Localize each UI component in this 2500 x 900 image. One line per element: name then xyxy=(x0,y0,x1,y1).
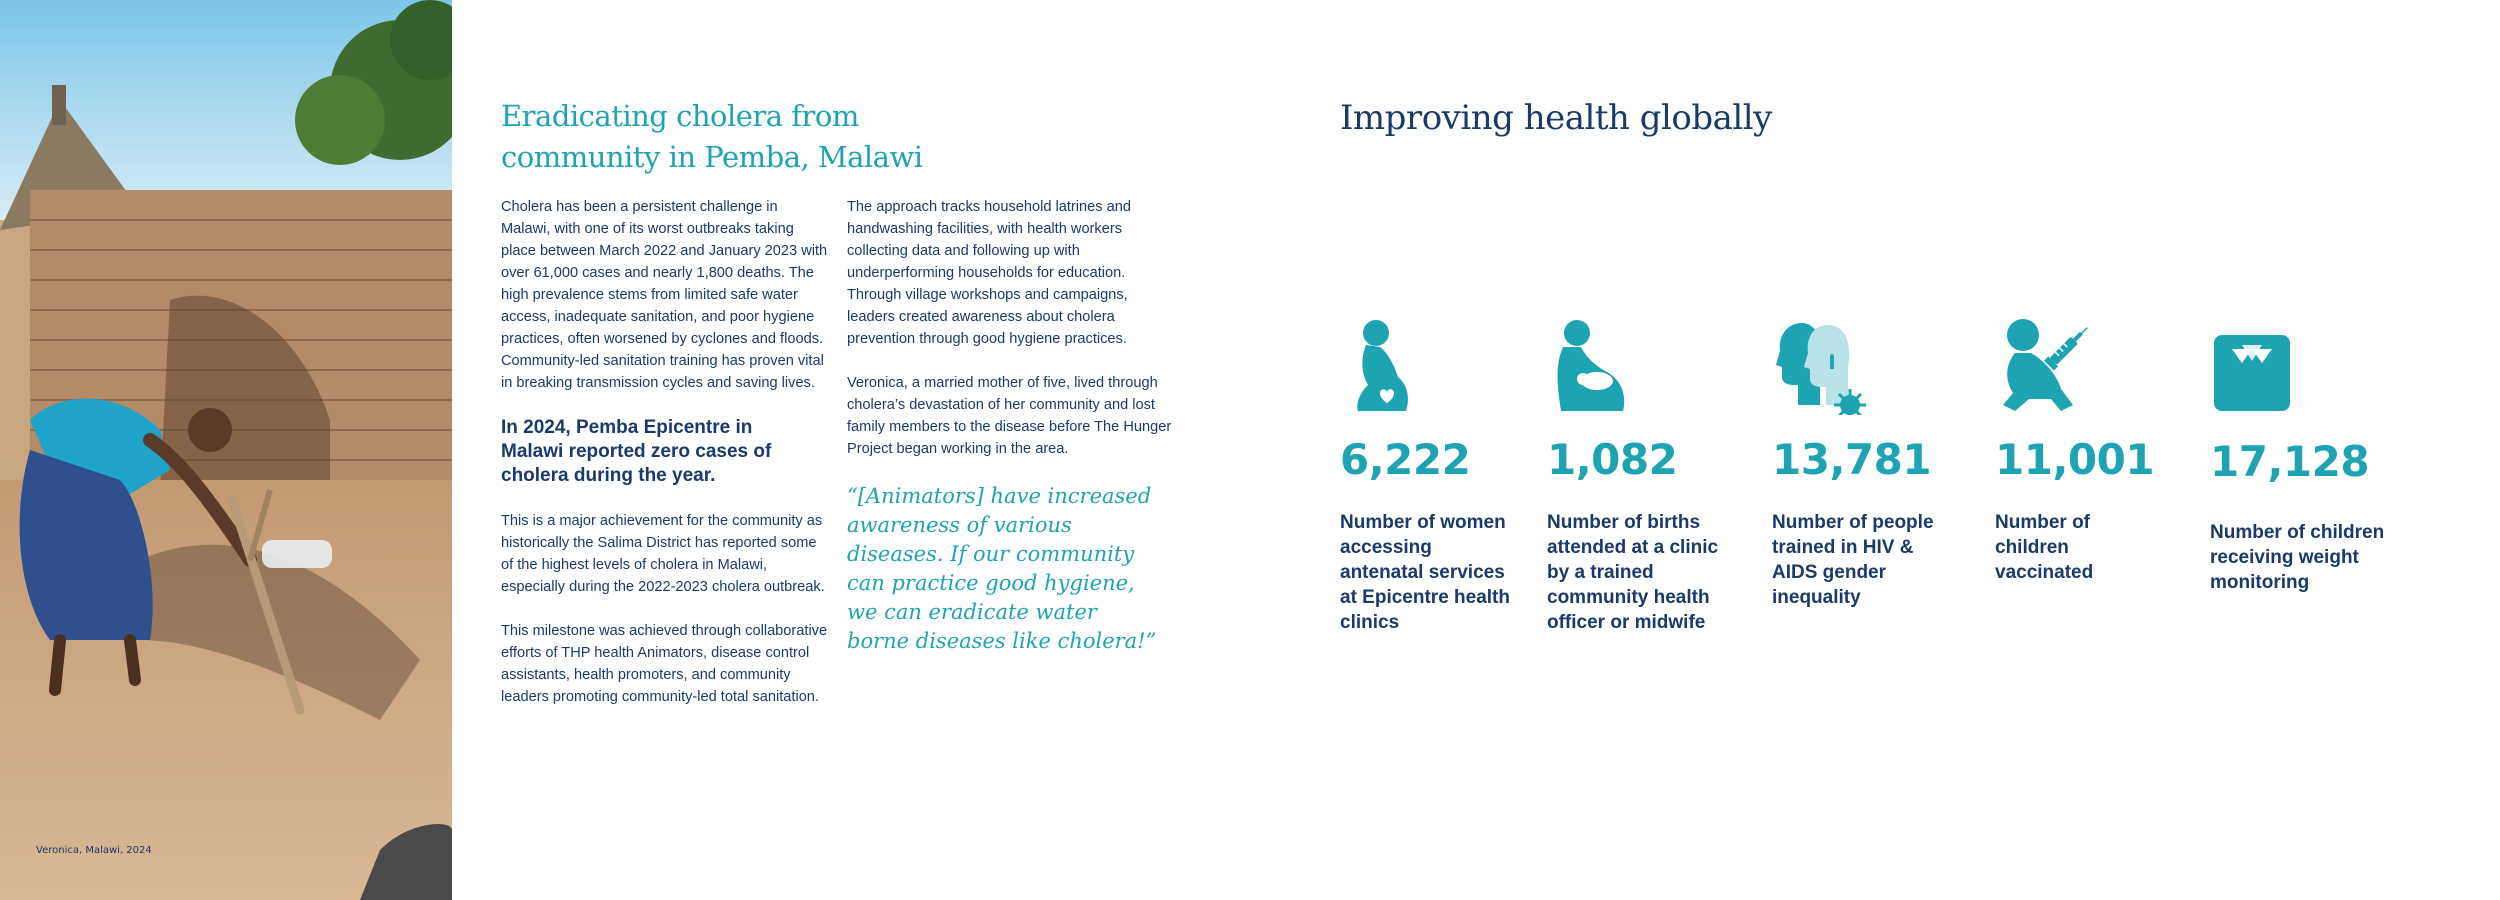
article-title: Eradicating cholera from community in Pemba, Malawi xyxy=(501,99,923,174)
stat-value: 1,082 xyxy=(1547,435,1678,484)
article-paragraph: The approach tracks household latrines and handwashing facilities, with health workers collecting data and following up with underperforming households for education. Through village workshops and campaigns, leaders created awareness about cholera prevention through good hygiene practices. xyxy=(847,199,1131,347)
article-paragraph: Veronica, a married mother of five, lived through cholera’s devastation of her community and lost family members to the disease before The Hunger Project began working in the area. xyxy=(847,375,1172,457)
stats-title: Improving health globally xyxy=(1340,98,1772,138)
stat-label: Number of children receiving weight monitoring xyxy=(2210,522,2385,593)
article-left-column xyxy=(501,196,831,708)
stat-label: Number of people trained in HIV & AIDS gender inequality xyxy=(1772,512,1934,608)
article-paragraph: This milestone was achieved through collaborative efforts of THP health Animators, disease control assistants, health promoters, and community leaders promoting community-led total sanitation. xyxy=(501,623,828,705)
photo-caption: Veronica, Malawi, 2024 xyxy=(36,845,152,856)
stat-label: Number of children vaccinated xyxy=(1995,512,2094,583)
baby-vaccine-icon xyxy=(1995,315,2095,415)
stat-value: 6,222 xyxy=(1340,435,1471,484)
hiv-training-icon xyxy=(1772,315,1872,415)
weight-scale-icon xyxy=(2210,315,2310,415)
stat-value: 17,128 xyxy=(2210,437,2370,486)
mother-baby-icon xyxy=(1547,315,1647,415)
article-paragraph: Cholera has been a persistent challenge in Malawi, with one of its worst outbreaks taking place between March 2022 and January 2023 with over 61,000 cases and nearly 1,800 deaths. The high prevalence stems from limited safe water access, inadequate sanitation, and poor hygiene practices, often worsened by cyclones and floods. Community-led sanitation training has proven vital in breaking transmission cycles and saving lives. xyxy=(501,199,828,391)
article-right-column xyxy=(847,196,1177,656)
article-highlight: In 2024, Pemba Epicentre in Malawi reported zero cases of cholera during the year. xyxy=(501,417,772,486)
cover-photo xyxy=(0,0,452,900)
stat-value: 13,781 xyxy=(1772,435,1932,484)
stat-value: 11,001 xyxy=(1995,435,2155,484)
stat-label: Number of births attended at a clinic by a trained community health officer or midwife xyxy=(1547,512,1719,633)
stat-label: Number of women accessing antenatal services at Epicentre health clinics xyxy=(1340,512,1510,633)
pregnant-woman-icon xyxy=(1340,315,1440,415)
pull-quote: “[Animators] have increased awareness of various diseases. If our community can practice good hygiene, we can eradicate water borne diseases like cholera!” xyxy=(847,484,1157,653)
article-paragraph: This is a major achievement for the community as historically the Salima District has reported some of the highest levels of cholera in Malawi, especially during the 2022-2023 cholera outbreak. xyxy=(501,513,825,595)
photo-illustration xyxy=(0,0,452,900)
